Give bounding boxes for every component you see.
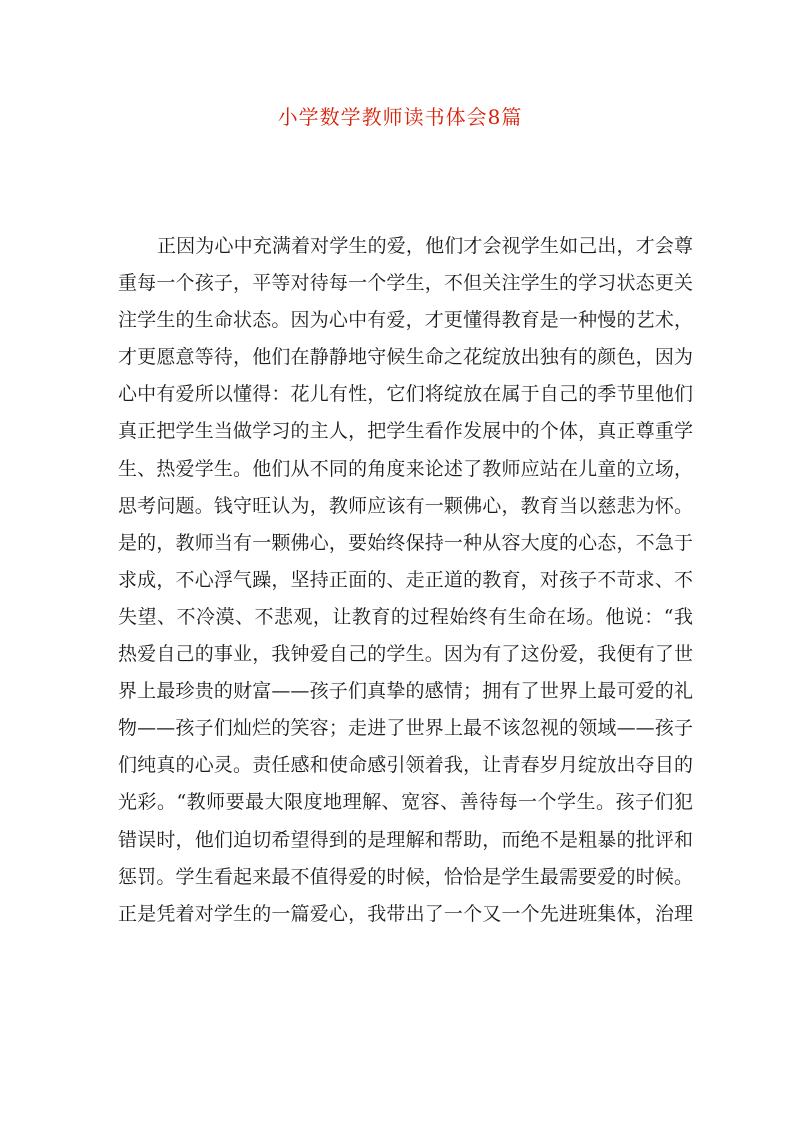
text-line: 才更愿意等待，他们在静静地守候生命之花绽放出独有的颜色，因为 <box>118 346 693 369</box>
text-line: 真正把学生当做学习的主人，把学生看作发展中的个体，真正尊重学 <box>118 420 693 443</box>
text-line: 惩罚。学生看起来最不值得爱的时候，恰恰是学生最需要爱的时候。 <box>118 865 693 888</box>
text-line: 正因为心中充满着对学生的爱，他们才会视学生如己出，才会尊 <box>157 235 693 257</box>
text-line: 热爱自己的事业，我钟爱自己的学生。因为有了这份爱，我便有了世 <box>118 643 693 666</box>
text-line: 注学生的生命状态。因为心中有爱，才更懂得教育是一种慢的艺术， <box>118 309 693 332</box>
text-line: 错误时，他们迫切希望得到的是理解和帮助，而绝不是粗暴的批评和 <box>118 828 693 851</box>
document-title: 小学数学教师读书体会8篇 <box>277 105 523 129</box>
body-paragraph <box>118 228 693 933</box>
text-line: 思考问题。钱守旺认为，教师应该有一颗佛心，教育当以慈悲为怀。 <box>118 494 693 517</box>
text-line: 重每一个孩子，平等对待每一个学生，不但关注学生的学习状态更关 <box>118 272 693 295</box>
text-line: 正是凭着对学生的一篇爱心，我带出了一个又一个先进班集体，治理 <box>118 902 693 925</box>
text-line: 心中有爱所以懂得：花儿有性，它们将绽放在属于自己的季节里他们 <box>118 383 693 406</box>
text-line: 失望、不冷漠、不悲观，让教育的过程始终有生命在场。他说：“我 <box>118 605 693 628</box>
text-line: 界上最珍贵的财富——孩子们真挚的感情；拥有了世界上最可爱的礼 <box>118 680 693 703</box>
text-line: 生、热爱学生。他们从不同的角度来论述了教师应站在儿童的立场， <box>118 457 693 480</box>
text-line: 物——孩子们灿烂的笑容；走进了世界上最不该忽视的领域——孩子 <box>118 717 693 740</box>
text-line: 是的，教师当有一颗佛心，要始终保持一种从容大度的心态，不急于 <box>118 531 693 554</box>
text-line: 光彩。“教师要最大限度地理解、宽容、善待每一个学生。孩子们犯 <box>118 791 693 814</box>
text-line: 们纯真的心灵。责任感和使命感引领着我，让青春岁月绽放出夺目的 <box>118 754 693 777</box>
text-line: 求成，不心浮气躁，坚持正面的、走正道的教育，对孩子不苛求、不 <box>118 568 693 591</box>
